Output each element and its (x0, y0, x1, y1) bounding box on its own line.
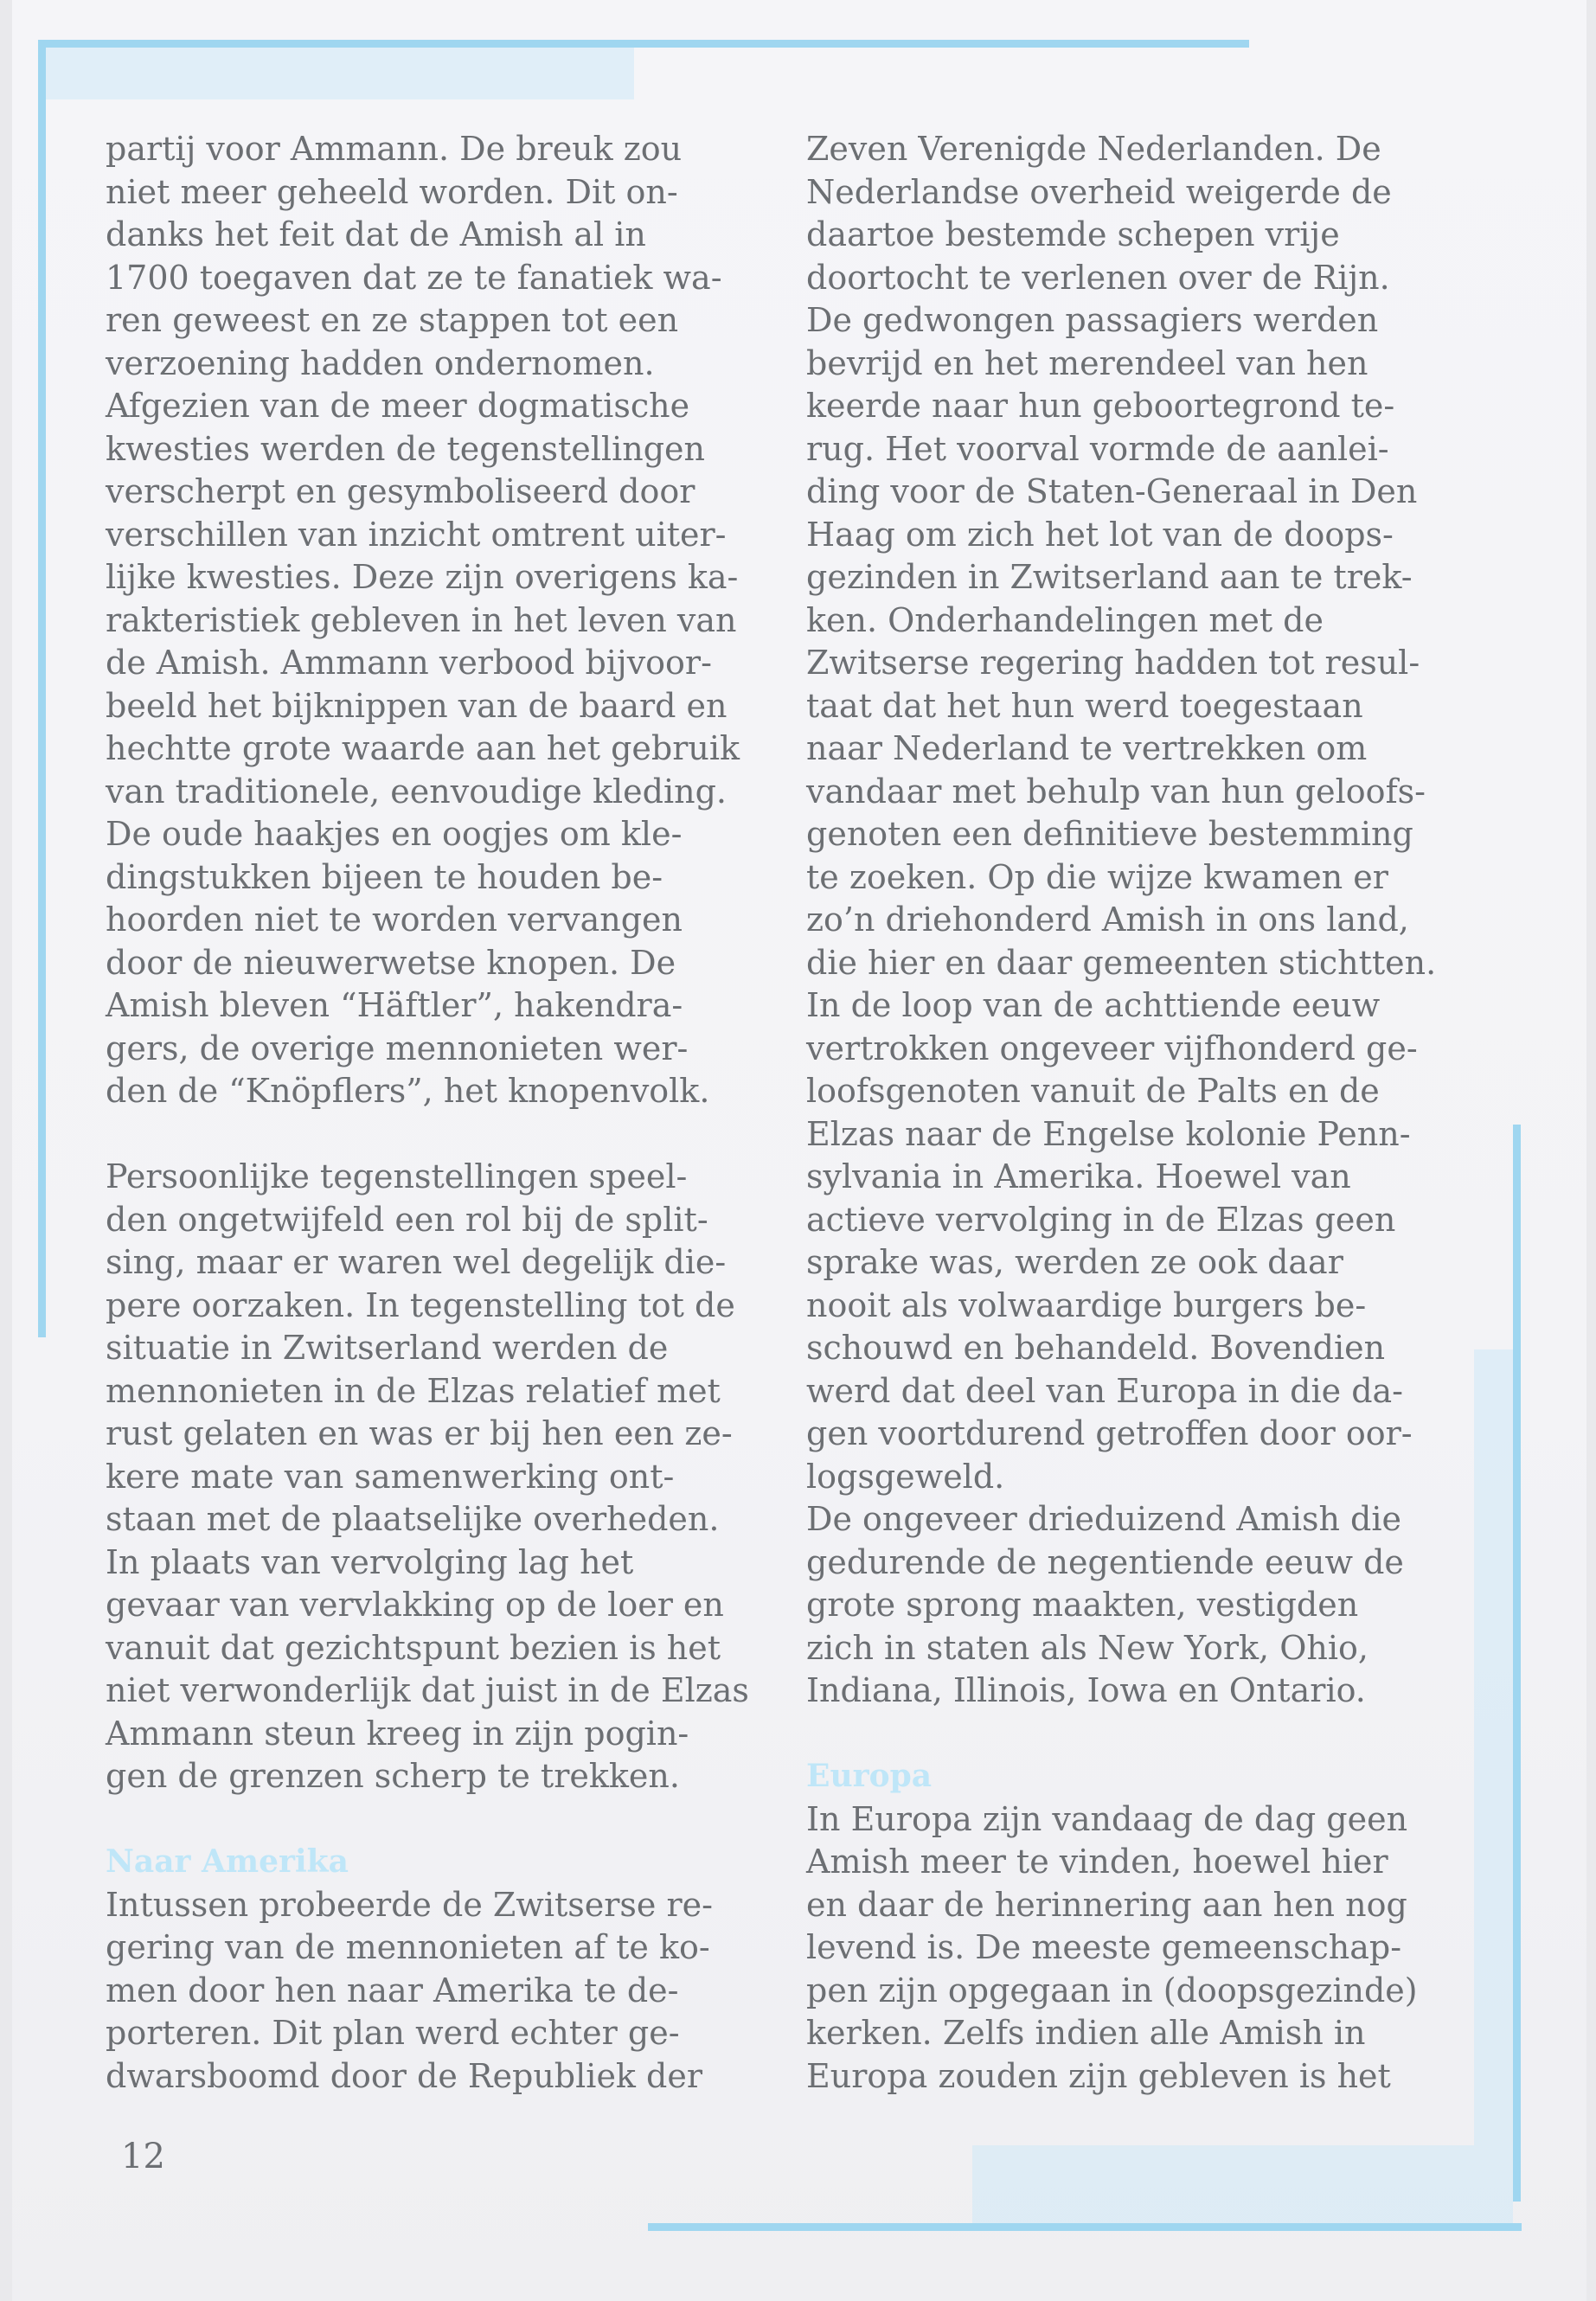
text-line: ding voor de Staten-Generaal in Den (806, 472, 1418, 510)
text-line: gezinden in Zwitserland aan te trek- (806, 558, 1413, 596)
text-line: Afgezien van de meer dogmatische (106, 387, 690, 425)
right-paragraph-1 (806, 128, 1446, 1713)
text-line: verscherpt en gesymboliseerd door (106, 472, 695, 510)
text-line: Amish bleven “Häftler”, hakendra- (106, 986, 683, 1024)
text-line: gen voortdurend getroffen door oor- (806, 1414, 1413, 1452)
text-line: porteren. Dit plan werd echter ge- (106, 2014, 680, 2052)
text-line: staan met de plaatselijke overheden. (106, 1500, 720, 1538)
text-line: doortocht te verlenen over de Rijn. (806, 258, 1390, 297)
frame-line-left (38, 40, 46, 1337)
text-line: en daar de herinnering aan hen nog (806, 1885, 1407, 1924)
text-line: te zoeken. Op die wijze kwamen er (806, 857, 1388, 896)
text-line: van traditionele, eenvoudige kleding. (106, 772, 727, 811)
left-column (106, 128, 749, 2098)
text-line: Intussen probeerde de Zwitserse re- (106, 1885, 713, 1924)
text-line: loofsgenoten vanuit de Palts en de (806, 1072, 1380, 1110)
text-line: 1700 toegaven dat ze te fanatiek wa- (106, 258, 722, 297)
text-line: In Europa zijn vandaag de dag geen (806, 1799, 1408, 1838)
text-line: den de “Knöpflers”, het knopenvolk. (106, 1072, 710, 1110)
text-line: Indiana, Illinois, Iowa en Ontario. (806, 1671, 1366, 1709)
page-number: 12 (121, 2137, 165, 2176)
left-paragraph-2 (106, 1156, 749, 1798)
text-line: ken. Onderhandelingen met de (806, 600, 1324, 639)
text-line: Zwitserse regering hadden tot resul- (806, 644, 1420, 682)
text-line: vandaar met behulp van hun geloofs- (806, 772, 1426, 811)
text-line: hoorden niet te worden vervangen (106, 901, 683, 939)
text-line: dingstukken bijeen te houden be- (106, 857, 663, 896)
text-line: danks het feit dat de Amish al in (106, 215, 646, 253)
text-line: De ongeveer drieduizend Amish die (806, 1500, 1402, 1538)
text-line: gers, de overige mennonieten wer- (106, 1029, 689, 1067)
text-line: bevrijd en het merendeel van hen (806, 343, 1368, 382)
frame-line-top (38, 40, 1249, 48)
text-line: situatie in Zwitserland werden de (106, 1329, 669, 1367)
paragraph-gap (106, 1113, 746, 1157)
text-line: de Amish. Ammann verbood bijvoor- (106, 644, 712, 682)
text-line: Elzas naar de Engelse kolonie Penn- (806, 1114, 1411, 1153)
text-line: sylvania in Amerika. Hoewel van (806, 1157, 1351, 1195)
text-line: In plaats van vervolging lag het (106, 1542, 634, 1581)
section-heading-europa: Europa (806, 1758, 933, 1794)
text-line: actieve vervolging in de Elzas geen (806, 1200, 1396, 1239)
text-line: grote sprong maakten, vestigden (806, 1586, 1359, 1624)
text-line: door de nieuwerwetse knopen. De (106, 943, 676, 982)
text-line: kwesties werden de tegenstellingen (106, 429, 705, 468)
text-line: den ongetwijfeld een rol bij de split- (106, 1200, 708, 1239)
paragraph-gap (106, 1798, 746, 1842)
text-line: hechtte grote waarde aan het gebruik (106, 729, 740, 767)
text-line: kerken. Zelfs indien alle Amish in (806, 2014, 1366, 2052)
frame-tint-right (1474, 1349, 1513, 2145)
text-line: vanuit dat gezichtspunt bezien is het (106, 1628, 721, 1667)
text-line: men door hen naar Amerika te de- (106, 1971, 679, 2009)
text-line: logsgeweld. (806, 1457, 1005, 1496)
text-line: sing, maar er waren wel degelijk die- (106, 1243, 727, 1281)
text-line: Persoonlijke tegenstellingen speel- (106, 1157, 688, 1195)
text-line: mennonieten in de Elzas relatief met (106, 1371, 721, 1410)
text-line: lijke kwesties. Deze zijn overigens ka- (106, 558, 739, 596)
text-line: beeld het bijknippen van de baard en (106, 686, 727, 725)
section-heading-naar-amerika: Naar Amerika (106, 1843, 349, 1880)
text-line: Zeven Verenigde Nederlanden. De (806, 130, 1381, 168)
text-line: werd dat deel van Europa in die da- (806, 1371, 1404, 1410)
text-line: genoten een definitieve bestemming (806, 815, 1413, 853)
left-paragraph-1 (106, 128, 746, 1113)
text-line: De gedwongen passagiers werden (806, 301, 1379, 339)
left-paragraph-3 (106, 1884, 746, 2099)
text-line: pere oorzaken. In tegenstelling tot de (106, 1285, 735, 1324)
frame-tint-bottom (972, 2145, 1513, 2223)
text-line: gering van de mennonieten af te ko- (106, 1928, 710, 1966)
text-line: nooit als volwaardige burgers be- (806, 1285, 1367, 1324)
text-line: daartoe bestemde schepen vrije (806, 215, 1340, 253)
right-paragraph-2 (806, 1798, 1446, 2099)
right-column (806, 128, 1446, 2098)
text-line: dwarsboomd door de Republiek der (106, 2056, 703, 2095)
text-line: partij voor Ammann. De breuk zou (106, 130, 683, 168)
text-line: ren geweest en ze stappen tot een (106, 301, 679, 339)
text-line: rust gelaten en was er bij hen een ze- (106, 1414, 733, 1452)
frame-line-right (1513, 1125, 1521, 2202)
text-line: In de loop van de achttiende eeuw (806, 986, 1381, 1024)
text-line: Haag om zich het lot van de doops- (806, 515, 1394, 554)
text-line: kere mate van samenwerking ont- (106, 1457, 675, 1496)
paragraph-gap (806, 1713, 1446, 1756)
text-line: vertrokken ongeveer vijfhonderd ge- (806, 1029, 1418, 1067)
text-line: De oude haakjes en oogjes om kle- (106, 815, 683, 853)
frame-tint-top (46, 48, 634, 99)
text-line: Europa zouden zijn gebleven is het (806, 2056, 1391, 2095)
text-line: naar Nederland te vertrekken om (806, 729, 1368, 767)
text-line: gen de grenzen scherp te trekken. (106, 1757, 680, 1795)
text-line: verzoening hadden ondernomen. (106, 343, 655, 382)
text-line: schouwd en behandeld. Bovendien (806, 1329, 1386, 1367)
text-line: Amish meer te vinden, hoewel hier (806, 1843, 1388, 1881)
text-line: keerde naar hun geboortegrond te- (806, 387, 1395, 425)
text-line: verschillen van inzicht omtrent uiter- (106, 515, 727, 554)
text-line: gedurende de negentiende eeuw de (806, 1542, 1404, 1581)
text-line: niet verwonderlijk dat juist in de Elzas (106, 1671, 749, 1709)
text-line: gevaar van vervlakking op de loer en (106, 1586, 724, 1624)
frame-line-bottom (648, 2223, 1522, 2231)
text-line: zo’n driehonderd Amish in ons land, (806, 901, 1409, 939)
text-line: levend is. De meeste gemeenschap- (806, 1928, 1402, 1966)
text-line: Ammann steun kreeg in zijn pogin- (106, 1714, 689, 1753)
text-line: rakteristiek gebleven in het leven van (106, 600, 737, 639)
text-line: die hier en daar gemeenten stichtten. (806, 943, 1437, 982)
text-line: niet meer geheeld worden. Dit on- (106, 172, 678, 211)
text-line: zich in staten als New York, Ohio, (806, 1628, 1368, 1667)
text-line: pen zijn opgegaan in (doopsgezinde) (806, 1971, 1418, 2009)
text-line: sprake was, werden ze ook daar (806, 1243, 1343, 1281)
text-line: rug. Het voorval vormde de aanlei- (806, 429, 1389, 468)
text-line: Nederlandse overheid weigerde de (806, 172, 1392, 211)
text-line: taat dat het hun werd toegestaan (806, 686, 1363, 725)
